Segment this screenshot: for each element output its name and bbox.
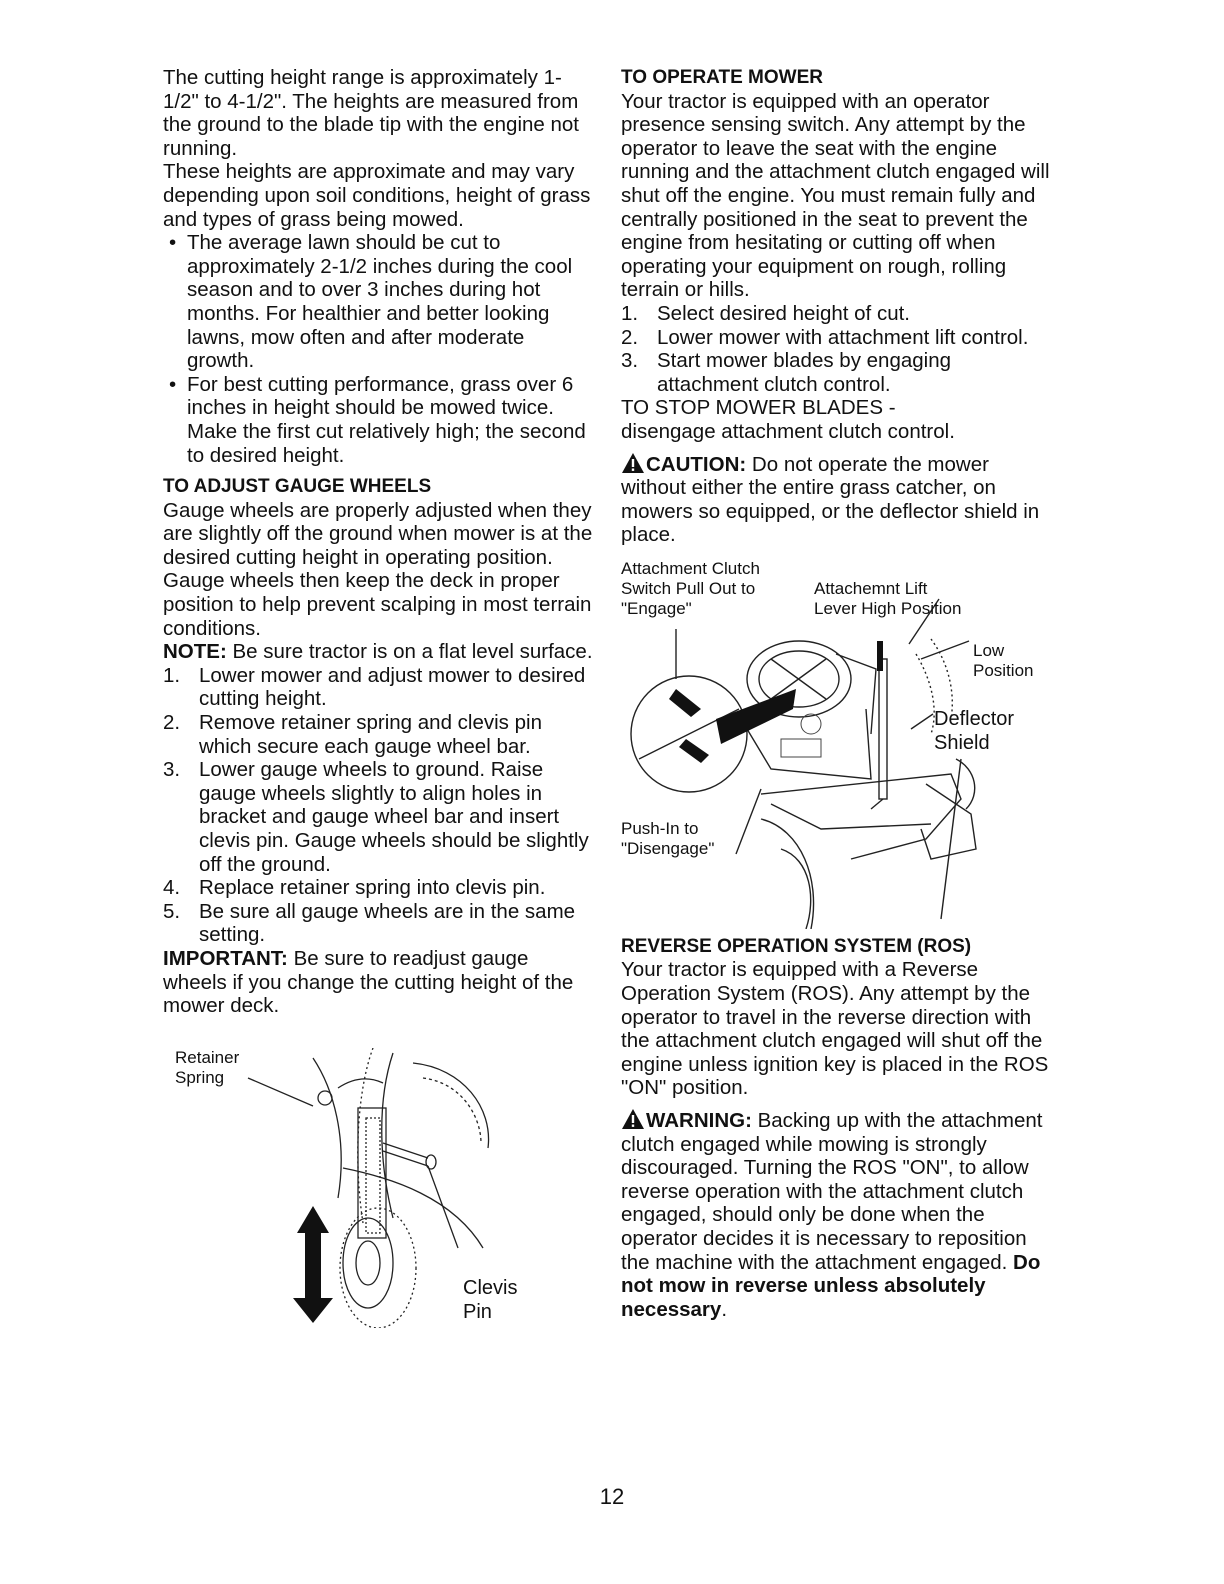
ros-heading: REVERSE OPERATION SYSTEM (ROS)	[621, 935, 972, 957]
operate-mower-heading: TO OPERATE MOWER	[621, 67, 823, 88]
operate-mower-paragraph: Your tractor is equipped with an operator presence sensing switch. Any attempt by the operator to leave the seat with the engine running and the attachment clutch engaged will shut off the engine. You must remain fully and centrally positioned in the seat to prevent the engine from hesitating or cutting off when operating your equipment on rough, rolling terrain or hills.	[621, 89, 1050, 302]
page-number: 12	[599, 1484, 625, 1509]
step-number: 5.	[163, 899, 181, 923]
lift-lever-label: Attachemnt Lift Lever High Position	[814, 578, 962, 618]
list-item	[621, 326, 1051, 350]
step-number: 3.	[621, 349, 639, 373]
caution-label: CAUTION:	[646, 452, 747, 476]
list-item	[163, 876, 593, 900]
important-paragraph	[163, 947, 593, 1018]
deflector-shield-label: Deflector Shield	[934, 707, 1015, 754]
important-label: IMPORTANT:	[163, 946, 288, 970]
step-text: Lower gauge wheels to ground. Raise gauge wheels slightly to align holes in bracket and gauge wheel bar and insert clevis pin. Gauge wheels should be slightly off the ground.	[199, 758, 589, 876]
operate-steps-list	[621, 302, 1051, 396]
gauge-steps-list	[163, 664, 593, 947]
retainer-spring-label: Retainer Spring	[175, 1047, 240, 1087]
note-label: NOTE:	[163, 640, 227, 664]
stop-blades-text: disengage attachment clutch control.	[621, 419, 955, 443]
list-item	[163, 758, 593, 876]
list-item	[163, 900, 593, 947]
warning-triangle-icon	[621, 452, 645, 474]
stop-blades-title: TO STOP MOWER BLADES -	[621, 396, 896, 420]
step-number: 1.	[621, 301, 639, 325]
warning-bold-text: Do not mow in reverse unless absolutely necessary	[621, 1250, 1041, 1321]
warning-end: .	[721, 1297, 728, 1321]
step-text: Select desired height of cut.	[657, 301, 910, 325]
caution-text: Do not operate the mower without either the entire grass catcher, on mowers so equipped, or the deflector shield in place.	[621, 452, 1040, 547]
list-item	[163, 664, 593, 711]
step-text: Lower mower and adjust mower to desired cutting height.	[199, 663, 586, 711]
mower-controls-figure	[621, 558, 1034, 929]
warning-triangle-icon	[621, 1108, 645, 1130]
step-number: 2.	[621, 325, 639, 349]
gauge-wheels-paragraph: Gauge wheels are properly adjusted when they are slightly off the ground when mower is at the desired cutting height in operating position. Gauge wheels then keep the deck in proper position to help prevent scalping in most terrain conditions.	[163, 498, 593, 640]
list-item-text: For best cutting performance, grass over 6 inches in height should be mowed twice. Make the first cut relatively high; the second to desired height.	[187, 372, 586, 467]
intro-paragraph-1: The cutting height range is approximately 1-1/2" to 4-1/2". The heights are measured from the ground to the blade tip with the engine not running.	[163, 66, 580, 160]
left-column	[163, 66, 593, 1328]
right-column	[621, 66, 1051, 1321]
low-position-label: Low Position	[973, 640, 1034, 680]
list-item	[621, 349, 1051, 396]
note-paragraph	[163, 640, 593, 664]
tips-list	[163, 231, 593, 467]
list-item-text: The average lawn should be cut to approximately 2-1/2 inches during the cool season and to over 3 inches during hot months. For healthier and better looking lawns, mow often and after moderate growth.	[187, 231, 573, 373]
step-text: Lower mower with attachment lift control.	[657, 325, 1029, 349]
warning-label: WARNING:	[646, 1109, 752, 1133]
list-item	[621, 302, 1051, 326]
step-number: 1.	[163, 663, 181, 687]
step-text: Be sure all gauge wheels are in the same setting.	[199, 899, 576, 947]
clutch-switch-label: Attachment Clutch Switch Pull Out to "Engage"	[621, 558, 760, 618]
intro-paragraph-2: These heights are approximate and may vary depending upon soil conditions, height of grass and types of grass being mowed.	[163, 160, 591, 231]
caution-paragraph	[621, 452, 1051, 547]
gauge-wheels-heading: TO ADJUST GAUGE WHEELS	[163, 476, 432, 498]
ros-paragraph: Your tractor is equipped with a Reverse Operation System (ROS). Any attempt by the operator to travel in the reverse direction with the attachment clutch engaged will shut off the engine unless ignition key is placed in the ROS "ON" position.	[621, 958, 1049, 1100]
step-text: Start mower blades by engaging attachment clutch control.	[657, 349, 952, 396]
warning-text: Backing up with the attachment clutch engaged while mowing is strongly discouraged. Turning the ROS "ON", to allow reverse operation with the attachment clutch engaged, should only be done when the operator decides it is necessary to reposition the machine with the attachment engaged.	[621, 1109, 1043, 1274]
clevis-pin-label: Clevis Pin	[463, 1276, 518, 1323]
step-text: Remove retainer spring and clevis pin which secure each gauge wheel bar.	[199, 711, 542, 758]
step-number: 2.	[163, 711, 181, 735]
list-item: • For best cutting performance, grass over 6 inches in height should be mowed twice. Make the first cut relatively high; the second to desired height.	[169, 372, 586, 467]
step-number: 3.	[163, 758, 181, 782]
gauge-wheel-figure	[163, 1048, 543, 1328]
list-item: • The average lawn should be cut to approximately 2-1/2 inches during the cool season and to over 3 inches during hot months. For healthier and better looking lawns, mow often and after moderate growth.	[169, 231, 573, 373]
list-item	[163, 711, 593, 758]
step-text: Replace retainer spring into clevis pin.	[199, 876, 546, 900]
warning-paragraph	[621, 1108, 1051, 1321]
important-text: Be sure to readjust gauge wheels if you change the cutting height of the mower deck.	[163, 946, 574, 1018]
note-text: Be sure tractor is on a flat level surface.	[226, 640, 593, 664]
step-number: 4.	[163, 876, 181, 900]
push-in-label: Push-In to "Disengage"	[621, 818, 715, 858]
